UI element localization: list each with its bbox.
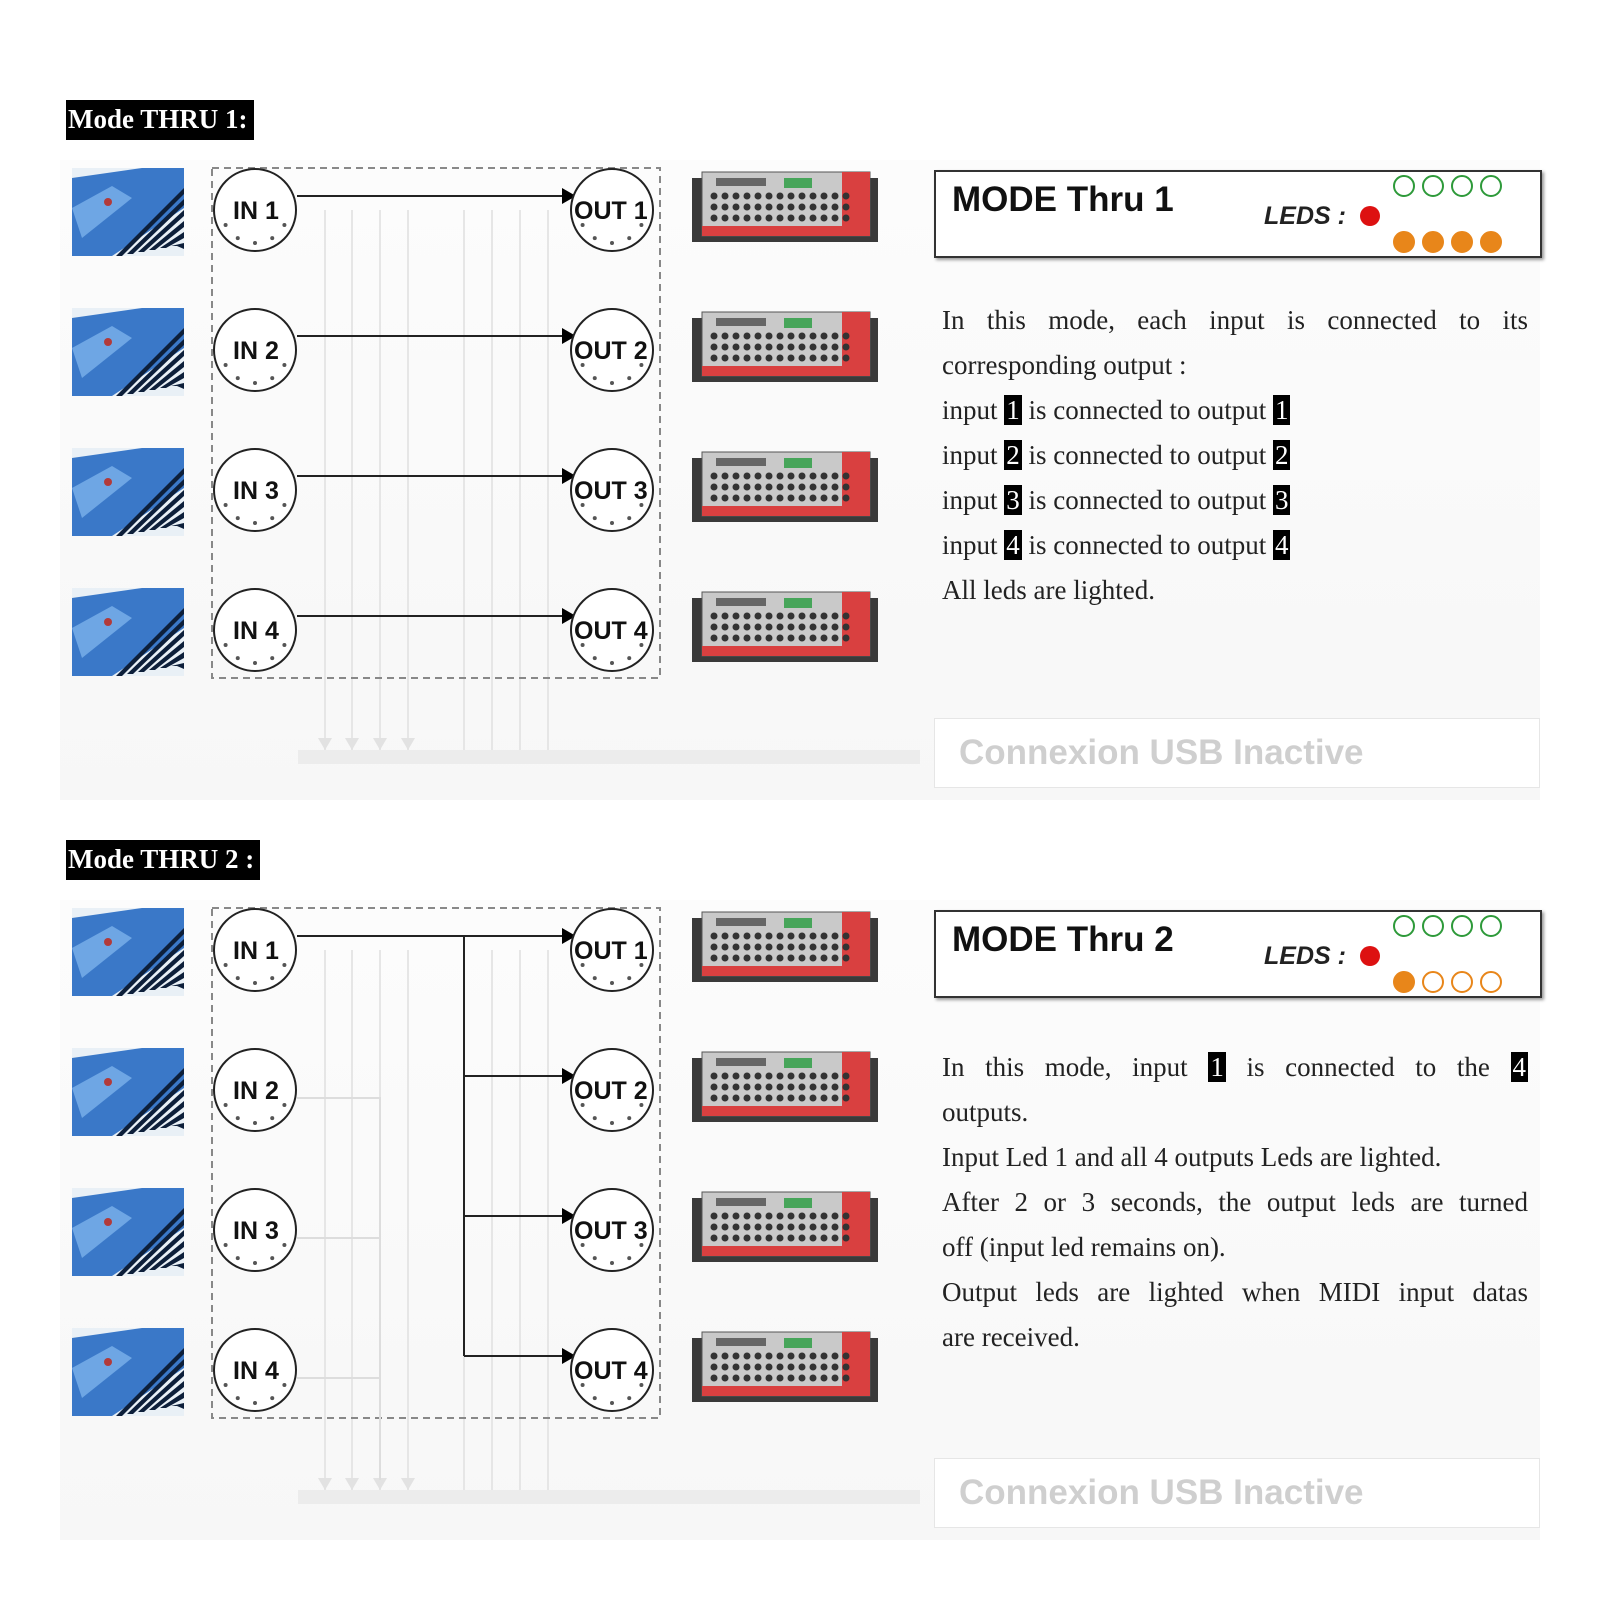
output-label: OUT 3 [574,477,648,505]
connector-pin [610,981,614,985]
output-count-badge: 4 [1512,1052,1527,1082]
panel-title: MODE Thru 1 [952,180,1174,219]
connector-pin [593,656,597,660]
connector-pin [253,1401,257,1405]
output-label: OUT 3 [574,1217,648,1245]
connector-pin [253,661,257,665]
section-heading: Mode THRU 2 : [66,840,260,880]
connector-pin [253,381,257,385]
led-input [1481,176,1501,196]
output-label: OUT 1 [574,937,648,965]
connector-pin [224,503,228,507]
desc-text: input [942,530,998,560]
mode-panel [934,170,1542,258]
mode-thru-2-section [0,740,1600,1512]
connector-pin [270,1116,274,1120]
connector-pin [282,1103,286,1107]
desc-line [942,1045,1528,1090]
connector-pin [593,236,597,240]
connector-pin [593,1256,597,1260]
midi-output-connector [571,449,653,531]
keyboard-icon [72,1328,184,1416]
led-output [1423,972,1443,992]
desc-text: is connected to output [1028,440,1267,470]
desc-line: After 2 or 3 seconds, the output leds are turned [942,1187,1528,1217]
output-label: OUT 4 [574,617,648,645]
connector-pin [253,1121,257,1125]
input-label: IN 1 [233,197,279,225]
connector-pin [610,1121,614,1125]
desc-text: is connected to the [1246,1052,1490,1082]
led-output [1481,232,1501,252]
desc-line: are received. [942,1322,1080,1352]
connector-pin [236,976,240,980]
input-label: IN 4 [233,617,279,645]
input-number-badge: 1 [1210,1052,1224,1082]
synth-module-icon [692,452,878,522]
midi-output-connector [571,909,653,991]
midi-output-connector [571,1329,653,1411]
connector-pin [610,1261,614,1265]
keyboard-icon [72,308,184,396]
connector-pin [282,643,286,647]
midi-output-connector [571,1049,653,1131]
synth-module-icon [692,312,878,382]
connections [297,928,576,1480]
output-number-badge: 2 [1274,440,1289,470]
desc-text: is connected to output [1028,485,1267,515]
connector-pin [282,503,286,507]
connector-pin [236,376,240,380]
leds-indicator [1356,912,1540,996]
panel-title: MODE Thru 2 [952,920,1174,959]
usb-status-box [934,1458,1540,1528]
midi-input-connector [214,909,296,991]
input-label: IN 2 [233,1077,279,1105]
connector-pin [236,1116,240,1120]
keyboard-icon [72,1188,184,1276]
connector-pin [282,963,286,967]
desc-text: input [942,485,998,515]
desc-text: In this mode, input [942,1052,1188,1082]
led-output [1452,232,1472,252]
desc-line: In this mode, each input is connected to its [942,305,1528,335]
connector-pin [224,963,228,967]
connector-pin [610,661,614,665]
desc-line: Output leds are lighted when MIDI input datas [942,1277,1528,1307]
output-label: OUT 1 [574,197,648,225]
synth-module-icon [692,1192,878,1262]
connector-pin [270,376,274,380]
bus-arrow [318,1478,332,1490]
mode-thru-1-section [0,0,1600,772]
desc-text: input [942,395,998,425]
midi-input-connector [214,449,296,531]
led-input [1423,176,1443,196]
desc-row [942,388,1528,433]
connector-pin [627,976,631,980]
output-number-badge: 4 [1274,530,1289,560]
input-label: IN 2 [233,337,279,365]
keyboard-icon [72,588,184,676]
output-label: OUT 2 [574,337,648,365]
connector-pin [610,1401,614,1405]
input-number-badge: 4 [1006,530,1020,560]
connector-pin [282,223,286,227]
routing-diagram [0,740,920,1530]
connector-pin [224,1383,228,1387]
synth-module-icon [692,172,878,242]
connector-pin [236,1256,240,1260]
routing-diagram [0,0,920,790]
connector-pin [282,1243,286,1247]
input-label: IN 1 [233,937,279,965]
connector-pin [270,1256,274,1260]
connector-pin [270,516,274,520]
bus-arrow [401,1478,415,1490]
desc-text: is connected to output [1028,530,1267,560]
connector-pin [253,1261,257,1265]
mode-panel [934,910,1542,998]
output-number-badge: 3 [1274,485,1289,515]
mode-description [942,1045,1528,1360]
keyboard-icon [72,448,184,536]
midi-output-connector [571,1189,653,1271]
desc-line: off (input led remains on). [942,1232,1226,1262]
connector-pin [610,381,614,385]
midi-input-connector [214,1329,296,1411]
connector-pin [253,241,257,245]
connector-pin [224,1243,228,1247]
connector-pin [593,1396,597,1400]
midi-input-connector [214,1049,296,1131]
midi-input-connector [214,169,296,251]
midi-input-connector [214,309,296,391]
led-red [1360,946,1380,966]
connector-pin [610,521,614,525]
midi-output-connector [571,169,653,251]
input-number-badge: 3 [1006,485,1020,515]
connector-pin [253,981,257,985]
connector-pin [627,236,631,240]
keyboard-icon [72,168,184,256]
connector-pin [610,241,614,245]
led-red [1360,206,1380,226]
desc-line: Input Led 1 and all 4 outputs Leds are lighted. [942,1142,1442,1172]
led-input [1481,916,1501,936]
desc-row [942,478,1528,523]
leds-indicator [1356,172,1540,256]
usb-bus-bar [298,1490,920,1504]
connector-pin [253,521,257,525]
led-input [1452,916,1472,936]
connector-pin [627,516,631,520]
connector-pin [224,643,228,647]
connector-pin [224,1103,228,1107]
desc-line: outputs. [942,1097,1029,1127]
led-output [1481,972,1501,992]
led-output [1394,972,1414,992]
connector-pin [270,236,274,240]
desc-text: input [942,440,998,470]
input-number-badge: 1 [1006,395,1020,425]
desc-line: All leds are lighted. [942,575,1155,605]
synth-module-icon [692,592,878,662]
connector-pin [627,656,631,660]
bus-arrow [345,1478,359,1490]
synth-module-icon [692,912,878,982]
output-label: OUT 2 [574,1077,648,1105]
connector-pin [224,223,228,227]
usb-status-text: Connexion USB Inactive [959,733,1364,772]
input-number-badge: 2 [1006,440,1020,470]
inactive-line [297,1098,380,1480]
connector-pin [236,516,240,520]
inactive-line [297,1238,380,1480]
midi-output-connector [571,309,653,391]
keyboard-icon [72,908,184,996]
connector-pin [236,236,240,240]
led-output [1423,232,1443,252]
led-input [1423,916,1443,936]
connector-pin [627,376,631,380]
connector-pin [593,1116,597,1120]
connector-pin [593,376,597,380]
desc-row [942,523,1528,568]
connector-pin [282,1383,286,1387]
connector-pin [627,1256,631,1260]
connector-pin [270,656,274,660]
input-label: IN 3 [233,477,279,505]
connector-pin [627,1396,631,1400]
desc-text: is connected to output [1028,395,1267,425]
input-label: IN 3 [233,1217,279,1245]
connector-pin [593,976,597,980]
midi-input-connector [214,1189,296,1271]
desc-row [942,433,1528,478]
inactive-line [297,1378,380,1480]
connector-pin [593,516,597,520]
connector-pin [270,976,274,980]
connections [297,188,576,624]
output-label: OUT 4 [574,1357,648,1385]
led-input [1394,176,1414,196]
leds-label: LEDS : [1264,942,1346,970]
connector-pin [236,656,240,660]
desc-line: corresponding output : [942,350,1187,380]
led-output [1394,232,1414,252]
usb-status-text: Connexion USB Inactive [959,1473,1364,1512]
connector-pin [270,1396,274,1400]
keyboard-icon [72,1048,184,1136]
connector-pin [236,1396,240,1400]
connector-pin [627,1116,631,1120]
synth-module-icon [692,1332,878,1402]
section-heading: Mode THRU 1: [66,100,254,140]
output-number-badge: 1 [1274,395,1289,425]
leds-label: LEDS : [1264,202,1346,230]
connector-pin [224,363,228,367]
midi-output-connector [571,589,653,671]
connector-pin [282,363,286,367]
led-input [1394,916,1414,936]
midi-input-connector [214,589,296,671]
led-input [1452,176,1472,196]
input-label: IN 4 [233,1357,279,1385]
mode-description [942,298,1528,613]
led-output [1452,972,1472,992]
synth-module-icon [692,1052,878,1122]
